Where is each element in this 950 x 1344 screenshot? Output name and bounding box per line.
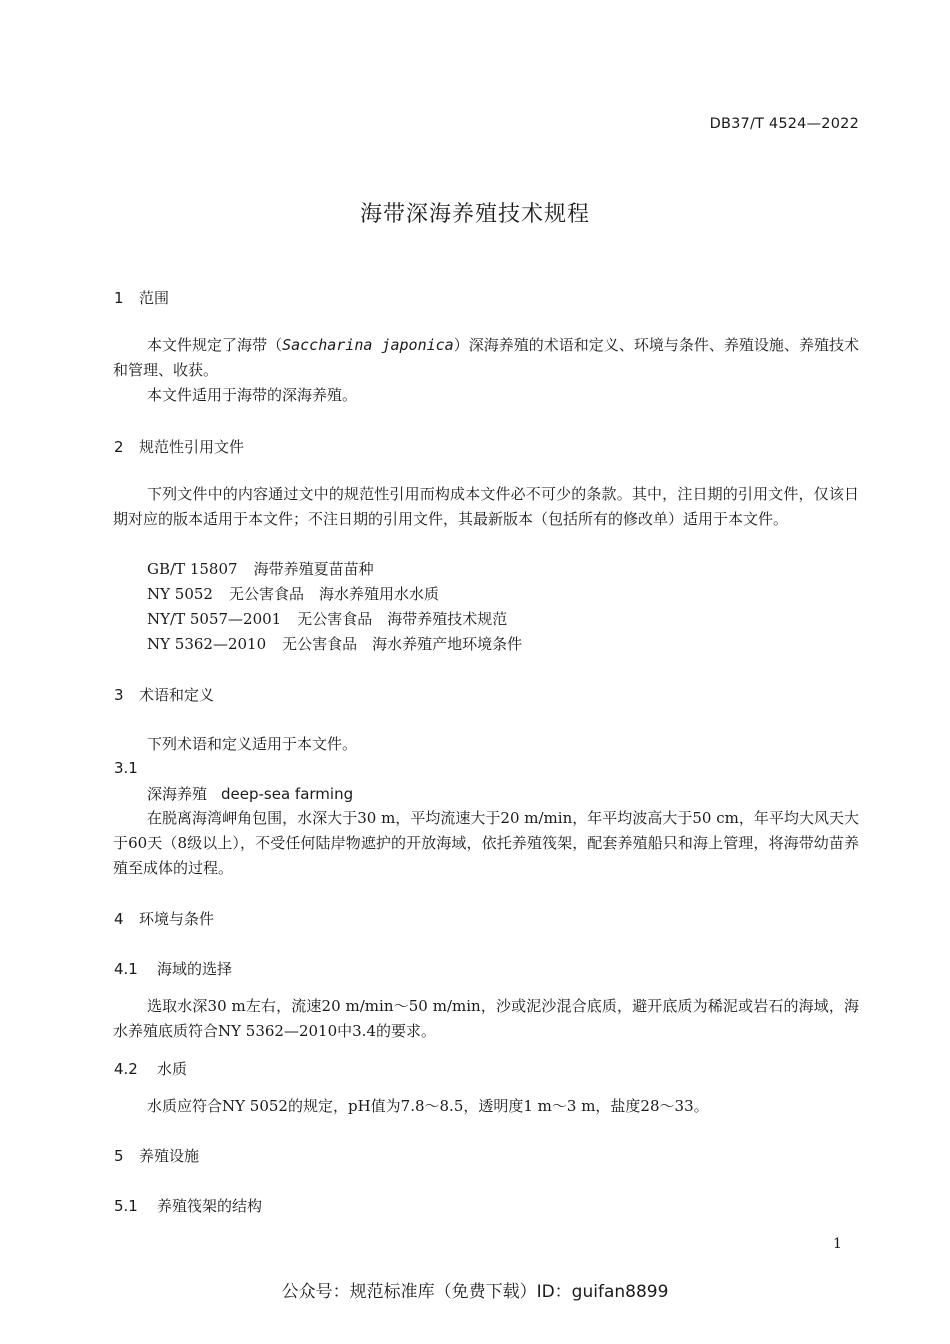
- section-2-heading: [114, 436, 244, 457]
- section-3-heading: [114, 684, 214, 705]
- reference-code: GB/T 15807: [147, 560, 238, 578]
- subsection-number: 4.1: [114, 960, 138, 978]
- text-run: ）深海养殖的术语和定义、环境与条件、养殖设施、养殖技术和管理、收获。: [113, 336, 859, 379]
- reference-item: [147, 633, 522, 654]
- term-english: deep-sea farming: [221, 785, 354, 803]
- section-title: 术语和定义: [139, 686, 215, 704]
- section-title: 环境与条件: [139, 910, 215, 928]
- term-heading: [147, 783, 353, 804]
- section-title: 范围: [139, 289, 170, 307]
- section-number: 3: [114, 686, 124, 704]
- subsection-5-1-heading: [114, 1195, 262, 1216]
- reference-title: 无公害食品 海水养殖用水水质: [228, 585, 439, 603]
- subsection-4-2-paragraph: 水质应符合NY 5052的规定，pH值为7.8～8.5，透明度1 m～3 m，盐度28～33。: [147, 1097, 709, 1115]
- footer-watermark: 公众号：规范标准库（免费下载）ID：guifan8899: [281, 1282, 669, 1302]
- reference-code: NY 5052: [147, 585, 213, 603]
- reference-title: 无公害食品 海水养殖产地环境条件: [282, 635, 523, 653]
- section-number: 5: [114, 1147, 124, 1165]
- section-title: 规范性引用文件: [139, 438, 245, 456]
- reference-title: 无公害食品 海带养殖技术规范: [297, 610, 508, 628]
- reference-item: [147, 608, 507, 629]
- section-1-heading: [114, 287, 169, 308]
- subsection-number: 4.2: [114, 1060, 138, 1078]
- section-1-paragraph-1: [113, 333, 859, 383]
- reference-title: 海带养殖夏苗苗种: [253, 560, 374, 578]
- latin-name: Saccharina japonica: [282, 336, 454, 354]
- reference-item: [147, 583, 439, 604]
- reference-code: NY/T 5057—2001: [147, 610, 282, 628]
- standard-number: DB37/T 4524—2022: [709, 116, 859, 132]
- page-number: 1: [833, 1236, 842, 1252]
- subsection-number: 5.1: [114, 1197, 138, 1215]
- section-5-heading: [114, 1145, 199, 1166]
- term-definition: 在脱离海湾岬角包围，水深大于30 m，平均流速大于20 m/min，年平均波高大于50 cm，年平均大风天大于60天（8级以上），不受任何陆岸物遮护的开放海域，依托养殖筏架，配套养殖船只和海上管理，将海带幼苗养殖至成体的过程。: [113, 809, 859, 877]
- subsection-title: 养殖筏架的结构: [157, 1197, 263, 1215]
- reference-item: [147, 558, 374, 579]
- section-number: 4: [114, 910, 124, 928]
- section-number: 2: [114, 438, 124, 456]
- section-4-heading: [114, 908, 214, 929]
- subsection-4-1-heading: [114, 958, 232, 979]
- document-title: 海带深海养殖技术规程: [359, 202, 590, 227]
- term-chinese: 深海养殖: [147, 785, 208, 803]
- term-number: 3.1: [114, 759, 138, 777]
- section-number: 1: [114, 289, 124, 307]
- subsection-4-1-paragraph: 选取水深30 m左右，流速20 m/min～50 m/min，沙或泥沙混合底质，避开底质为稀泥或岩石的海域，海水养殖底质符合NY 5362—2010中3.4的要求。: [113, 997, 859, 1040]
- subsection-title: 水质: [157, 1060, 188, 1078]
- section-3-paragraph-1: 下列术语和定义适用于本文件。: [147, 735, 358, 753]
- text-run: 本文件规定了海带（: [147, 336, 283, 354]
- section-title: 养殖设施: [139, 1147, 200, 1165]
- reference-code: NY 5362—2010: [147, 635, 267, 653]
- subsection-title: 海域的选择: [157, 960, 233, 978]
- section-1-paragraph-2: 本文件适用于海带的深海养殖。: [147, 386, 358, 404]
- subsection-4-2-heading: [114, 1058, 187, 1079]
- section-2-paragraph-1: 下列文件中的内容通过文中的规范性引用而构成本文件必不可少的条款。其中，注日期的引用文件，仅该日期对应的版本适用于本文件；不注日期的引用文件，其最新版本（包括所有的修改单）适用于本文件。: [113, 485, 859, 528]
